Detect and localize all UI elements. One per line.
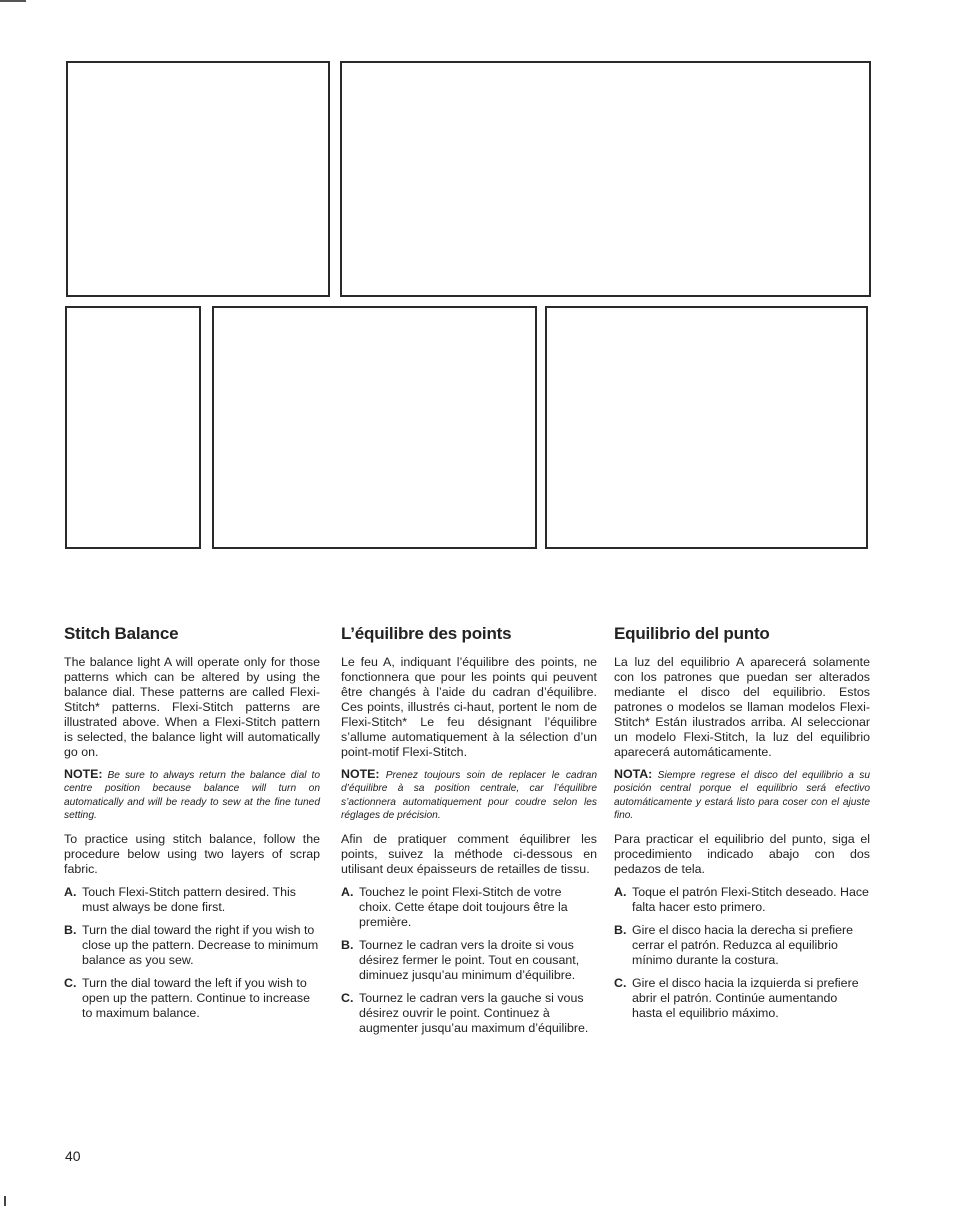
spanish-heading: Equilibrio del punto [614,624,770,643]
french-heading: L’équilibre des points [341,624,512,643]
spanish-note-text: Siempre regrese el disco del equilibrio a su posición central porque el equilibrio será efectivo automáticamente y estará listo para coser con el ajuste fino. [614,770,870,821]
french-note-label: NOTE: [341,767,380,781]
english-intro: The balance light A will operate only for those patterns which can be altered by using the balance dial. These patterns are called Flexi-Stitch* patterns. Flexi-Stitch patterns are illustrated above. When a Flexi-Stitch pattern is selected, the balance light will automatically go on. [64,655,320,759]
french-step-c: C. Tournez le cadran vers la gauche si vous désirez ouvrir le point. Continuez à augmenter jusqu’au maximum d’équilibre. [341,991,589,1036]
french-note [341,768,597,822]
spanish-note [614,768,870,822]
scan-mark-top [0,0,26,2]
spanish-step-b: B. Gire el disco hacia la derecha si prefiere cerrar el patrón. Reduzca al equilibrio mínimo durante la costura. [614,923,854,968]
illustration-frame-2 [340,61,871,297]
english-note-text: Be sure to always return the balance dial to centre position because balance will turn on automatically and will be ready to sew at the fine tuned setting. [64,770,320,821]
spanish-column [614,626,870,1029]
french-step-b: B. Tournez le cadran vers la droite si vous désirez fermer le point. Tout en cousant, diminuez jusqu’au minimum d’équilibre. [341,938,580,983]
illustration-frame-1 [66,61,330,297]
spanish-note-label: NOTA: [614,767,653,781]
page-number: 40 [65,1148,81,1164]
english-step-a: A. Touch Flexi-Stitch pattern desired. This must always be done first. [64,885,296,915]
french-intro: Le feu A, indiquant l’équilibre des points, ne fonctionnera que pour les points qui peuvent être changés à l’aide du cadran d’équilibre. Ces points, illustrés ci-haut, portent le nom de Flexi-Stitch* Le feu désignant l’équilibre s’allume automatiquement à la sélection d’un point-motif Flexi-Stitch. [341,655,597,759]
spanish-step-a: A. Toque el patrón Flexi-Stitch deseado. Hace falta hacer esto primero. [614,885,869,915]
english-step-c: C. Turn the dial toward the left if you wish to open up the pattern. Continue to increase to maximum balance. [64,976,311,1021]
spanish-practice: Para practicar el equilibrio del punto, siga el procedimiento indicado abajo con dos pedazos de tela. [614,832,870,877]
french-note-text: Prenez toujours soin de replacer le cadran d’équilibre à sa position centrale, car l’équilibre s’actionnera automatiquement pour coudre selon les réglages de précision. [341,770,597,821]
illustration-frame-3 [65,306,201,549]
scan-mark-bottom [4,1196,6,1206]
english-step-b: B. Turn the dial toward the right if you wish to close up the pattern. Decrease to minimum balance as you sew. [64,923,319,968]
illustration-frame-4 [212,306,537,549]
english-note [64,768,320,822]
french-practice: Afin de pratiquer comment équilibrer les points, suivez la méthode ci-dessous en utilisant deux épaisseurs de retailles de tissu. [341,832,597,877]
french-step-a: A. Touchez le point Flexi-Stitch de votre choix. Cette étape doit toujours être la première. [341,885,568,930]
spanish-step-c: C. Gire el disco hacia la izquierda si prefiere abrir el patrón. Continúe aumentando hasta el equilibrio máximo. [614,976,859,1021]
english-column [64,626,320,1029]
french-column [341,626,597,1044]
illustration-frame-5 [545,306,868,549]
spanish-intro: La luz del equilibrio A aparecerá solamente con los patrones que puedan ser alterados mediante el disco del equilibrio. Estos patrones o modelos se llaman modelos Flexi-Stitch* Están ilustrados arriba. Al seleccionar un modelo Flexi-Stitch, la luz del equilibrio aparecerá automáticamente. [614,655,870,759]
english-practice: To practice using stitch balance, follow the procedure below using two layers of scrap fabric. [64,832,320,877]
english-note-label: NOTE: [64,767,103,781]
english-heading: Stitch Balance [64,624,179,643]
